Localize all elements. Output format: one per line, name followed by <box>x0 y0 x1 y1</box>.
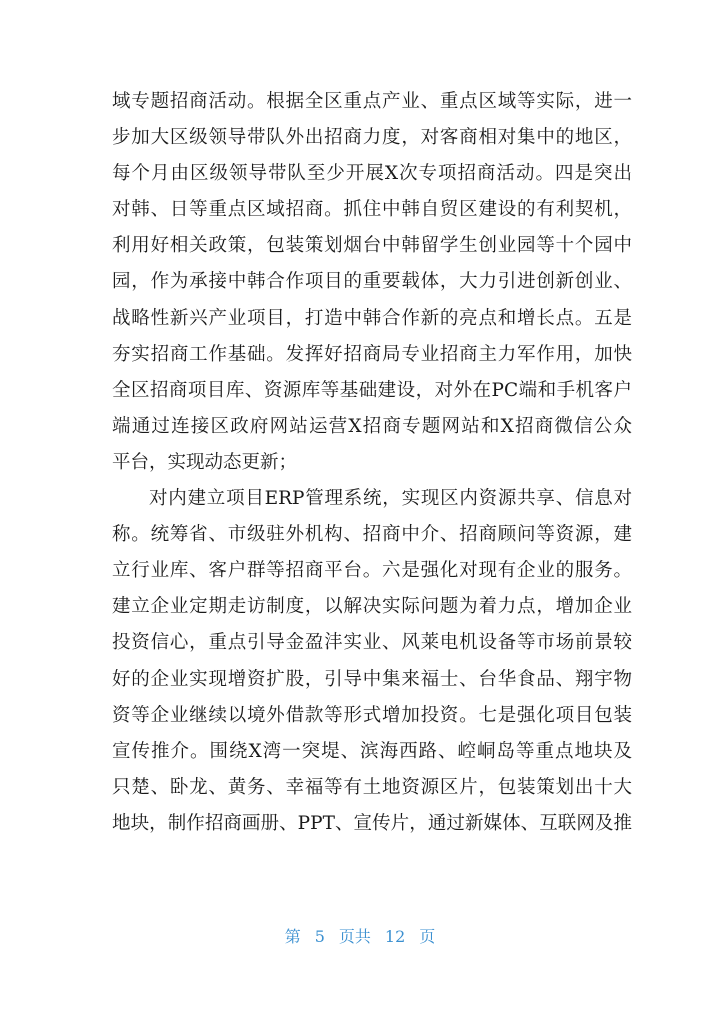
text-line: 对韩、日等重点区域招商。抓住中韩自贸区建设的有利契机， <box>112 199 632 221</box>
footer-middle: 页共 <box>338 927 371 946</box>
text-line: 只楚、卧龙、黄务、幸福等有土地资源区片，包装策划出十大 <box>112 776 632 798</box>
text-line: 资等企业继续以境外借款等形式增加投资。七是强化项目包装 <box>112 704 632 726</box>
text-line: 域专题招商活动。根据全区重点产业、重点区域等实际，进一 <box>112 91 632 112</box>
text-line: 立行业库、客户群等招商平台。六是强化对现有企业的服务。 <box>112 560 632 582</box>
footer-suffix: 页 <box>419 927 436 946</box>
body-text <box>112 84 632 842</box>
footer-prefix: 第 <box>284 927 301 946</box>
text-line: 步加大区级领导带队外出招商力度，对客商相对集中的地区， <box>112 127 632 149</box>
text-line: 全区招商项目库、资源库等基础建设，对外在PC端和手机客户 <box>112 379 632 401</box>
text-line: 投资信心，重点引导金盈沣实业、风莱电机设备等市场前景较 <box>112 632 632 654</box>
text-line: 宣传推介。围绕X湾一突堤、滨海西路、崆峒岛等重点地块及 <box>112 740 632 762</box>
text-line: 对内建立项目ERP管理系统，实现区内资源共享、信息对 <box>149 488 632 510</box>
text-line: 称。统筹省、市级驻外机构、招商中介、招商顾问等资源，建 <box>112 524 632 546</box>
total-pages-number: 12 <box>384 927 406 946</box>
text-line: 利用好相关政策，包装策划烟台中韩留学生创业园等十个园中 <box>112 235 632 257</box>
text-line: 战略性新兴产业项目，打造中韩合作新的亮点和增长点。五是 <box>112 307 632 329</box>
text-line: 园，作为承接中韩合作项目的重要载体，大力引进创新创业、 <box>112 271 632 293</box>
text-line: 夯实招商工作基础。发挥好招商局专业招商主力军作用，加快 <box>112 343 632 365</box>
text-line: 端通过连接区政府网站运营X招商专题网站和X招商微信公众 <box>112 415 632 437</box>
text-line: 每个月由区级领导带队至少开展X次专项招商活动。四是突出 <box>112 163 632 185</box>
current-page-number: 5 <box>314 927 325 946</box>
text-line: 地块，制作招商画册、PPT、宣传片，通过新媒体、互联网及推 <box>112 812 632 834</box>
text-line: 好的企业实现增资扩股，引导中集来福士、台华食品、翔宇物 <box>112 668 632 690</box>
text-line: 平台，实现动态更新； <box>112 451 298 473</box>
text-line: 建立企业定期走访制度，以解决实际问题为着力点，增加企业 <box>112 596 632 618</box>
page-footer <box>0 924 720 947</box>
